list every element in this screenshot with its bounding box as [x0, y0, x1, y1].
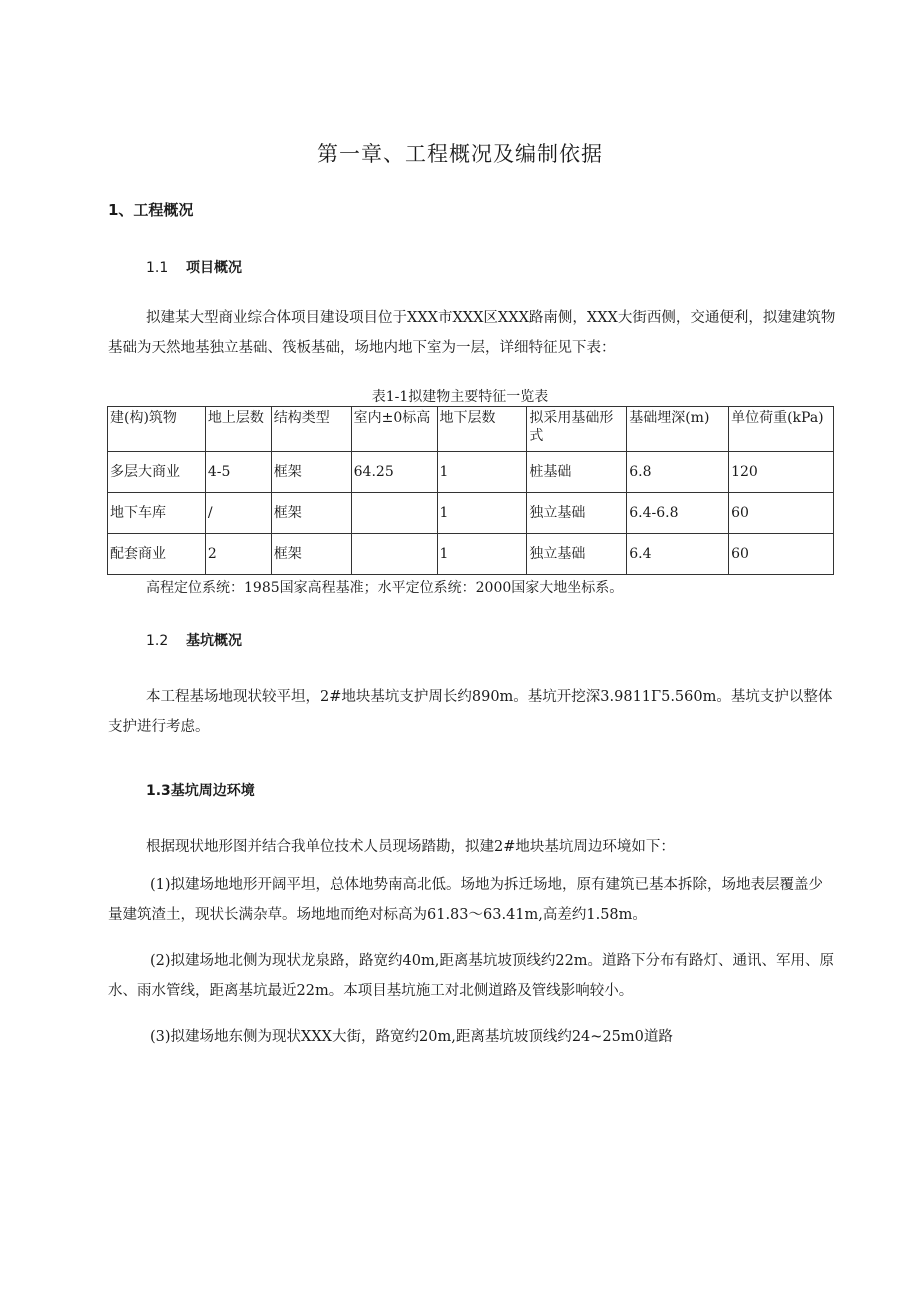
- table-cell: 64.25: [351, 452, 437, 493]
- environment-intro-paragraph: [108, 832, 836, 862]
- table-header-cell: 室内±0标高: [351, 407, 437, 452]
- subsection-heading-1-3: 1.3基坑周边环境: [146, 783, 255, 799]
- table-cell: 桩基础: [527, 452, 627, 493]
- table-cell: 1: [437, 493, 527, 534]
- table-cell: 60: [729, 493, 834, 534]
- table-note: 高程定位系统：1985国家高程基准；水平定位系统：2000国家大地坐标系。: [146, 580, 624, 596]
- table-row: [108, 452, 834, 493]
- table-cell: 配套商业: [108, 534, 206, 575]
- list-item: (1)拟建场地地形开阔平坦，总体地势南高北低。场地为拆迁场地，原有建筑已基本拆除，场地表层覆盖少量建筑渣土，现状长满杂草。场地地而绝对标高为61.83～63.41m,高差约1.58m。: [108, 877, 824, 923]
- table-header-cell: 拟采用基础形式: [527, 407, 627, 452]
- table-cell: 1: [437, 534, 527, 575]
- table-header-cell: 结构类型: [271, 407, 351, 452]
- table-cell: 框架: [271, 493, 351, 534]
- page-title: 第一章、工程概况及编制依据: [317, 142, 603, 166]
- table-cell: [351, 493, 437, 534]
- paragraph-text: 拟建某大型商业综合体项目建设项目位于XXX市XXX区XXX路南侧，XXX大街西侧，交通便利，拟建建筑物基础为天然地基独立基础、筏板基础，场地内地下室为一层，详细特征见下表：: [108, 310, 836, 356]
- table-cell: 地下车库: [108, 493, 206, 534]
- project-overview-paragraph: [108, 303, 836, 363]
- table-cell: 框架: [271, 534, 351, 575]
- subsection-heading-1-1: [146, 257, 242, 277]
- pit-overview-paragraph: [108, 682, 836, 742]
- environment-item-3: [108, 1022, 836, 1052]
- table-cell: 6.8: [627, 452, 729, 493]
- table-cell: 独立基础: [527, 534, 627, 575]
- environment-item-2: [108, 946, 836, 1006]
- environment-item-1: [108, 870, 836, 930]
- subsection-number: 1.2: [146, 633, 169, 649]
- table-header-cell: 地下层数: [437, 407, 527, 452]
- table-header-cell: 基础埋深(m): [627, 407, 729, 452]
- table-cell: 4-5: [205, 452, 271, 493]
- table-row: [108, 534, 834, 575]
- subsection-label: 基坑概况: [186, 633, 242, 649]
- table-cell: /: [205, 493, 271, 534]
- section-heading-1: 1、工程概况: [108, 201, 194, 219]
- table-cell: [351, 534, 437, 575]
- table-cell: 框架: [271, 452, 351, 493]
- table-header-cell: 地上层数: [205, 407, 271, 452]
- table-caption: 表1-1拟建物主要特征一览表: [371, 389, 549, 405]
- table-cell: 1: [437, 452, 527, 493]
- table-cell: 多层大商业: [108, 452, 206, 493]
- table-row: [108, 493, 834, 534]
- table-cell: 120: [729, 452, 834, 493]
- features-table: [107, 406, 834, 575]
- table-cell: 独立基础: [527, 493, 627, 534]
- table-cell: 6.4-6.8: [627, 493, 729, 534]
- table-cell: 2: [205, 534, 271, 575]
- subsection-label: 项目概况: [186, 260, 242, 276]
- paragraph-text: 根据现状地形图并结合我单位技术人员现场踏勘，拟建2#地块基坑周边环境如下：: [146, 839, 675, 855]
- subsection-number: 1.1: [146, 260, 169, 276]
- subsection-heading-1-2: [146, 630, 242, 650]
- table-header-row: [108, 407, 834, 452]
- table-header-cell: 单位荷重(kPa): [729, 407, 834, 452]
- list-item: (2)拟建场地北侧为现状龙泉路，路宽约40m,距离基坑坡顶线约22m。道路下分布有路灯、通讯、军用、原水、雨水管线，距离基坑最近22m。本项目基坑施工对北侧道路及管线影响较小。: [108, 953, 835, 999]
- list-item: (3)拟建场地东侧为现状XXX大街，路宽约20m,距离基坑坡顶线约24~25m0道路: [150, 1029, 673, 1045]
- table-cell: 6.4: [627, 534, 729, 575]
- table-header-cell: 建(构)筑物: [108, 407, 206, 452]
- paragraph-text: 本工程基场地现状较平坦，2#地块基坑支护周长约890m。基坑开挖深3.9811Γ5.560m。基坑支护以整体支护进行考虑。: [108, 689, 833, 735]
- table-cell: 60: [729, 534, 834, 575]
